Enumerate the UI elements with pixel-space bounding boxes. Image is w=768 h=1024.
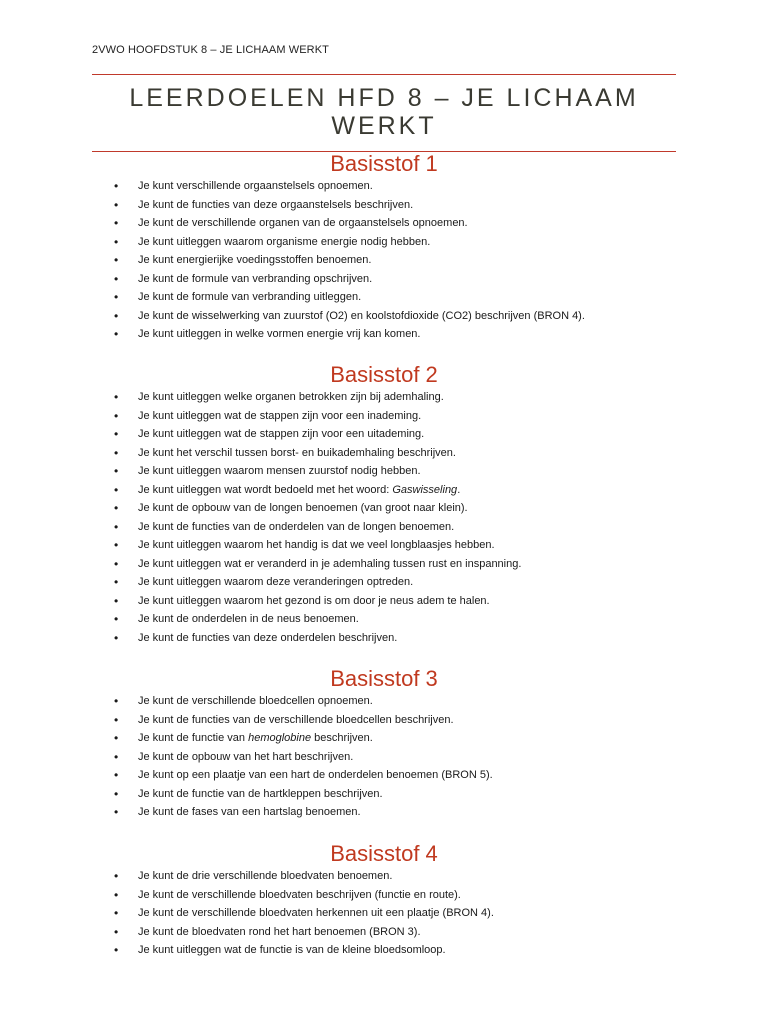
section-basisstof-4 — [92, 842, 676, 960]
list-item: • Je kunt de verschillende bloedvaten beschrijven (functie en route). — [92, 886, 676, 905]
section-basisstof-2 — [92, 363, 676, 647]
list-item: • Je kunt uitleggen wat er veranderd in je ademhaling tussen rust en inspanning. — [92, 555, 676, 574]
list-item: • Je kunt uitleggen in welke vormen energie vrij kan komen. — [92, 325, 676, 344]
list-item: • Je kunt uitleggen waarom het gezond is om door je neus adem te halen. — [92, 592, 676, 611]
list-item-text: Je kunt uitleggen wat wordt bedoeld met het woord: — [138, 483, 393, 496]
document-title-line-1: LEERDOELEN HFD 8 – JE LICHAAM — [129, 84, 639, 112]
list-item: • Je kunt de verschillende organen van de orgaanstelsels opnoemen. — [92, 214, 676, 233]
list-item: • Je kunt de opbouw van de longen benoemen (van groot naar klein). — [92, 499, 676, 518]
list-item — [92, 729, 676, 748]
list-item-emphasis: hemoglobine — [248, 732, 312, 744]
list-item: • Je kunt de functies van de verschillende bloedcellen beschrijven. — [92, 711, 676, 730]
list-item: • Je kunt de drie verschillende bloedvaten benoemen. — [92, 867, 676, 886]
document-title — [92, 84, 676, 140]
section-heading: Basisstof 4 — [330, 841, 438, 866]
list-item: • Je kunt de onderdelen in de neus benoemen. — [92, 610, 676, 629]
list-item: • Je kunt de verschillende bloedcellen opnoemen. — [92, 692, 676, 711]
list-item: • Je kunt de formule van verbranding opschrijven. — [92, 270, 676, 289]
list-item: • Je kunt uitleggen waarom mensen zuurstof nodig hebben. — [92, 462, 676, 481]
title-top-rule — [92, 74, 676, 75]
list-item: • Je kunt uitleggen welke organen betrokken zijn bij ademhaling. — [92, 388, 676, 407]
running-header: 2VWO HOOFDSTUK 8 – JE LICHAAM WERKT — [92, 44, 329, 56]
list-item-text: Je kunt de functie van — [138, 732, 249, 744]
list-item: • Je kunt verschillende orgaanstelsels opnoemen. — [92, 177, 676, 196]
list-item: • Je kunt uitleggen wat de stappen zijn voor een inademing. — [92, 407, 676, 426]
list-item: • Je kunt het verschil tussen borst- en buikademhaling beschrijven. — [92, 444, 676, 463]
list-item-text-end: beschrijven. — [311, 732, 373, 744]
list-item: • Je kunt op een plaatje van een hart de onderdelen benoemen (BRON 5). — [92, 766, 676, 785]
list-item: • Je kunt de formule van verbranding uitleggen. — [92, 288, 676, 307]
list-item: • Je kunt uitleggen wat de functie is van de kleine bloedsomloop. — [92, 941, 676, 960]
list-item: • Je kunt energierijke voedingsstoffen benoemen. — [92, 251, 676, 270]
section-heading: Basisstof 1 — [330, 151, 438, 176]
objective-list — [92, 867, 676, 960]
list-item: • Je kunt de functies van de onderdelen van de longen benoemen. — [92, 518, 676, 537]
objective-list — [92, 692, 676, 822]
list-item-text-end: . — [457, 483, 461, 496]
document-page — [92, 0, 676, 1024]
document-title-line-2: WERKT — [331, 112, 437, 140]
objective-list — [92, 388, 676, 647]
objective-list — [92, 177, 676, 344]
list-item-emphasis: Gaswisseling — [392, 483, 458, 496]
section-heading: Basisstof 3 — [330, 666, 438, 691]
list-item: • Je kunt de wisselwerking van zuurstof (O2) en koolstofdioxide (CO2) beschrijven (BRON 4). — [92, 307, 676, 326]
list-item: • Je kunt de verschillende bloedvaten herkennen uit een plaatje (BRON 4). — [92, 904, 676, 923]
section-basisstof-1 — [92, 152, 676, 344]
list-item — [92, 481, 676, 500]
list-item: • Je kunt uitleggen waarom organisme energie nodig hebben. — [92, 233, 676, 252]
list-item: • Je kunt de functies van deze onderdelen beschrijven. — [92, 629, 676, 648]
section-basisstof-3 — [92, 667, 676, 822]
list-item: • Je kunt de bloedvaten rond het hart benoemen (BRON 3). — [92, 923, 676, 942]
list-item: • Je kunt uitleggen waarom deze veranderingen optreden. — [92, 573, 676, 592]
list-item: • Je kunt de opbouw van het hart beschrijven. — [92, 748, 676, 767]
list-item: • Je kunt de fases van een hartslag benoemen. — [92, 803, 676, 822]
list-item: • Je kunt uitleggen wat de stappen zijn voor een uitademing. — [92, 425, 676, 444]
list-item: • Je kunt de functie van de hartkleppen beschrijven. — [92, 785, 676, 804]
list-item: • Je kunt uitleggen waarom het handig is dat we veel longblaasjes hebben. — [92, 536, 676, 555]
section-heading: Basisstof 2 — [330, 362, 438, 387]
list-item: • Je kunt de functies van deze orgaanstelsels beschrijven. — [92, 196, 676, 215]
